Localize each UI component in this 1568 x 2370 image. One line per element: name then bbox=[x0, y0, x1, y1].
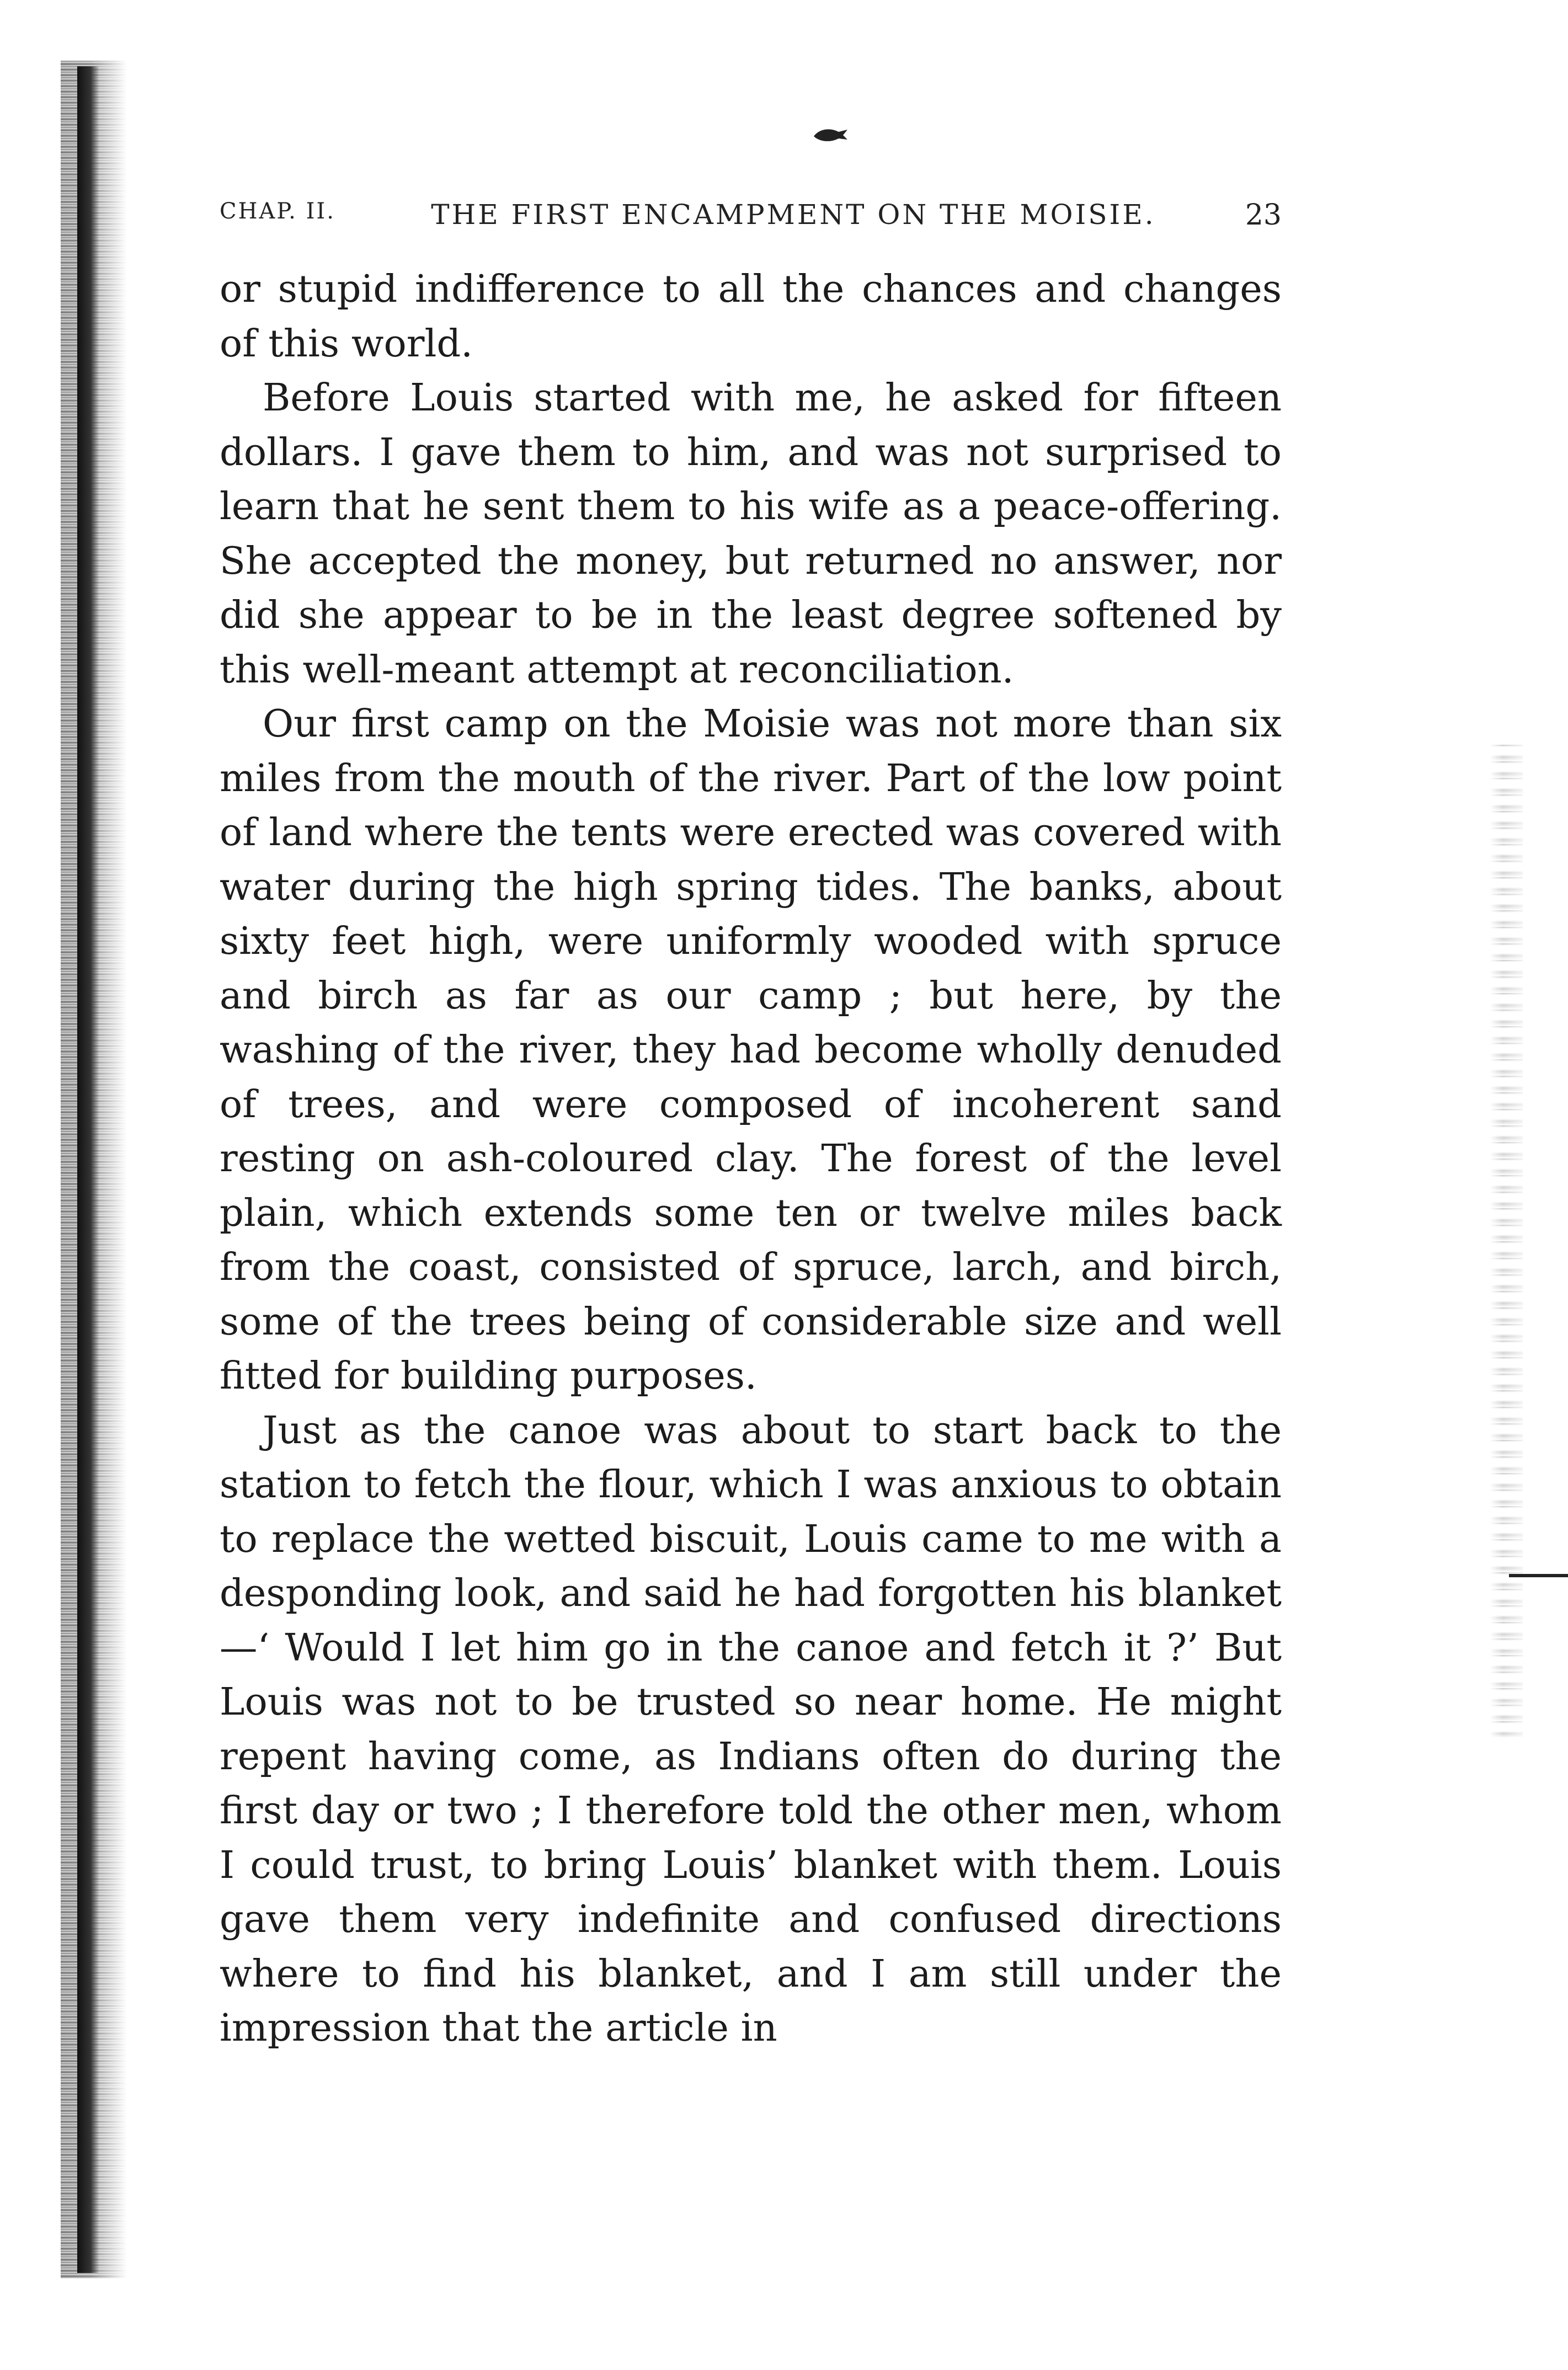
body-text bbox=[220, 262, 1282, 2056]
running-head bbox=[220, 199, 1282, 237]
paragraph: Our first camp on the Moisie was not more than six miles from the mouth of the river. Part of the low point of land where the tents were erected was covered with water during the high spring tides. The banks, about sixty feet high, were uniformly wooded with spruce and birch as far as our camp ; but here, by the washing of the river, they had become wholly denuded of trees, and were composed of incoherent sand resting on ash-coloured clay. The forest of the level plain, which extends some ten or twelve miles back from the coast, consisted of spruce, larch, and birch, some of the trees being of considerable size and well fitted for building purposes. bbox=[220, 702, 1282, 1398]
chapter-label: CHAP. II. bbox=[220, 199, 335, 224]
running-title: THE FIRST ENCAMPMENT ON THE MOISIE. bbox=[431, 199, 1156, 231]
paragraph: Before Louis started with me, he asked for fifteen dollars. I gave them to him, and was not surprised to learn that he sent them to his wife as a peace-offering. She accepted the money, but returned no answer, nor did she appear to be in the least degree softened by this well-meant attempt at reconciliation. bbox=[220, 376, 1282, 692]
paragraph: or stupid indifference to all the chances and changes of this world. bbox=[220, 267, 1282, 366]
printer-ornament-icon bbox=[811, 124, 850, 146]
bleed-through-marks bbox=[1490, 745, 1523, 1738]
paragraph: Just as the canoe was about to start back to the station to fetch the flour, which I was anxious to obtain to replace the wetted biscuit, Louis came to me with a desponding look, and said he had forgotten his blanket —‘ Would I let him go in the canoe and fetch it ?’ But Louis was not to be trusted so near home. He might repent having come, as Indians often do during the first day or two ; I therefore told the other men, whom I could trust, to bring Louis’ blanket with them. Louis gave them very indefinite and confused directions where to find his blanket, and I am still under the impression that the article in bbox=[220, 1408, 1282, 2050]
page-number: 23 bbox=[1245, 199, 1282, 232]
binding-edge bbox=[77, 66, 99, 2273]
margin-dash bbox=[1509, 1574, 1568, 1577]
